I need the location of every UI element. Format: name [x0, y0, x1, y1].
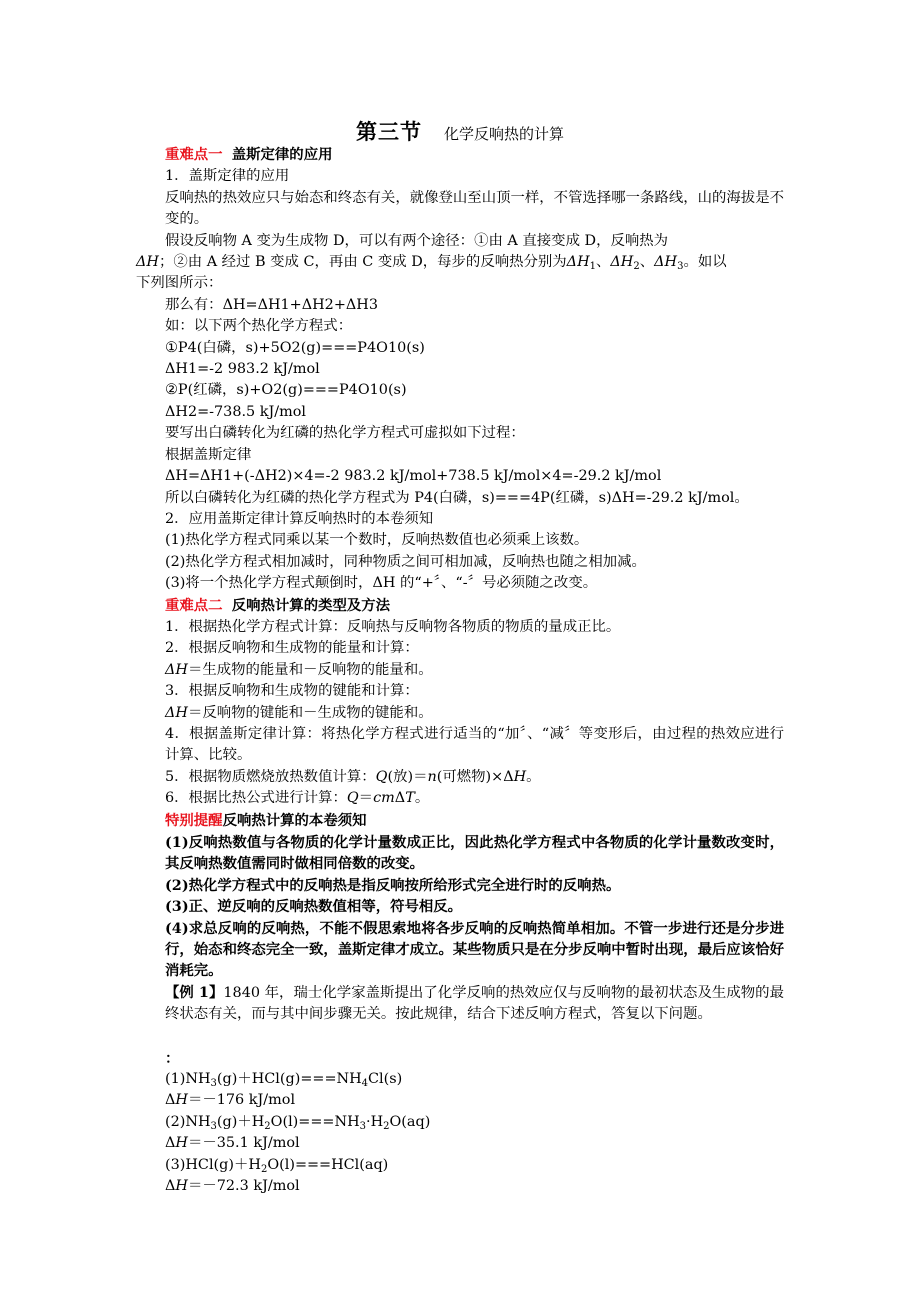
tip-item: (4)求总反响的反响热，不能不假思索地将各步反响的反响热简单相加。不管一步进行还是分步进行，始态和终态完全一致，盖斯定律才成立。某些物质只是在分步反响中暂时出现，最后应该恰好消耗完。 [165, 919, 784, 980]
title-sub: 化学反响热的计算 [443, 125, 564, 143]
equation-2-enthalpy: ΔH2=-738.5 kJ/mol [165, 403, 307, 420]
section-1-title: 盖斯定律的应用 [231, 146, 333, 163]
paragraph: ΔH；②由 A 经过 B 变成 C，再由 C 变成 D，每步的反响热分别为$\Delta H_1$、$\Delta H_2$、$\Delta H_3$。如以 [136, 254, 727, 273]
equation-1-enthalpy: ΔH1=-2 983.2 kJ/mol [165, 361, 320, 378]
reaction-3-enthalpy: ΔH＝－72.3 kJ/mol [165, 1178, 300, 1195]
conclusion-line: 所以白磷转化为红磷的热化学方程式为 P4(白磷，s)===4P(红磷，s)ΔH=-29.2 kJ/mol。 [165, 489, 749, 506]
paragraph: 下列图所示： [136, 275, 223, 292]
reaction-1: $(1)NH_3(g)+HCl(g)===NH_4Cl(s)$ [165, 1071, 403, 1090]
tip-item: (3)正、逆反响的反响热数值相等，符号相反。 [165, 898, 463, 916]
example-colon: ： [165, 1049, 180, 1067]
method-item: 4．根据盖斯定律计算：将热化学方程式进行适当的“加〞、“减〞等变形后，由过程的热效应进行计算、比较。 [165, 725, 784, 764]
tip-item: (2)热化学方程式中的反响热是指反响按所给形式完全进行时的反响热。 [165, 876, 621, 894]
reaction-3: $(3)HCl(g)+H_2O(l)===HCl(aq)$ [165, 1156, 389, 1175]
formula-line: 那么有：ΔH=ΔH1+ΔH2+ΔH3 [165, 296, 378, 313]
title-main: 第三节 [355, 119, 422, 144]
tip-heading [136, 810, 784, 832]
page-title [0, 116, 920, 146]
text-line: 如：以下两个热化学方程式： [165, 318, 353, 335]
note-item: (1)热化学方程式同乘以某一个数时，反响热数值也必须乘上该数。 [165, 532, 589, 549]
tip-label: 特别提醒 [165, 811, 223, 829]
section-1-label: 重难点一 [165, 146, 223, 163]
reaction-1-enthalpy: ΔH＝－176 kJ/mol [165, 1092, 296, 1109]
content-body [136, 144, 784, 1198]
tip-title: 反响热计算的本卷须知 [222, 811, 367, 829]
method-item: 6．根据比热公式进行计算：Q＝cmΔT。 [165, 790, 430, 807]
section-2-title: 反响热计算的类型及方法 [231, 596, 391, 614]
tip-item: (1)反响热数值与各物质的化学计量数成正比，因此热化学方程式中各物质的化学计量数改变时，其反响热数值需同时做相同倍数的改变。 [165, 834, 784, 873]
paragraph: 假设反响物 A 变为生成物 D，可以有两个途径：①由 A 直接变成 D，反响热为 [165, 232, 669, 249]
example-1 [136, 982, 784, 1026]
text-line: 根据盖斯定律 [165, 446, 252, 463]
note-item: (2)热化学方程式相加减时，同种物质之间可相加减，反响热也随之相加减。 [165, 553, 646, 570]
example-label: 【例 1】 [165, 983, 224, 1001]
method-formula: ΔH＝反响物的键能和－生成物的键能和。 [165, 704, 433, 721]
subheading-1: 1．盖斯定律的应用 [165, 168, 290, 185]
subheading-2: 2．应用盖斯定律计算反响热时的本卷须知 [165, 510, 434, 527]
section-1-heading [136, 144, 784, 166]
note-item: (3)将一个热化学方程式颠倒时，ΔH 的“+〞、“-〞号必须随之改变。 [165, 575, 598, 592]
reaction-2: $(2)NH_3(g)+H_2O(l)===NH_3\cdot H_2O(aq)$ [165, 1113, 431, 1132]
equation-1: ①P4(白磷，s)+5O2(g)===P4O10(s) [165, 339, 425, 356]
method-item: 2．根据反响物和生成物的能量和计算： [165, 640, 419, 657]
spacer [136, 1026, 784, 1048]
text-line: 要写出白磷转化为红磷的热化学方程式可虚拟如下过程： [165, 425, 525, 442]
example-text: 1840 年，瑞士化学家盖斯提出了化学反响的热效应仅与反响物的最初状态及生成物的最终状态有关，而与其中间步骤无关。按此规律，结合下述反响方程式，答复以下问题。 [165, 984, 784, 1023]
method-item: 5．根据物质燃烧放热数值计算：Q(放)＝n(可燃物)×ΔH。 [165, 768, 541, 785]
calculation-line: ΔH=ΔH1+(-ΔH2)×4=-2 983.2 kJ/mol+738.5 kJ/mol×4=-29.2 kJ/mol [165, 468, 662, 485]
method-formula: ΔH＝生成物的能量和－反响物的能量和。 [165, 661, 433, 678]
method-item: 3．根据反响物和生成物的键能和计算： [165, 683, 419, 700]
paragraph: 反响热的热效应只与始态和终态有关，就像登山至山顶一样，不管选择哪一条路线，山的海拔是不变的。 [165, 189, 784, 228]
section-2-label: 重难点二 [165, 596, 223, 614]
reaction-2-enthalpy: ΔH＝－35.1 kJ/mol [165, 1135, 300, 1152]
section-2-heading [136, 595, 784, 617]
method-item: 1．根据热化学方程式计算：反响热与反响物各物质的物质的量成正比。 [165, 618, 621, 635]
equation-2: ②P(红磷，s)+O2(g)===P4O10(s) [165, 382, 407, 399]
